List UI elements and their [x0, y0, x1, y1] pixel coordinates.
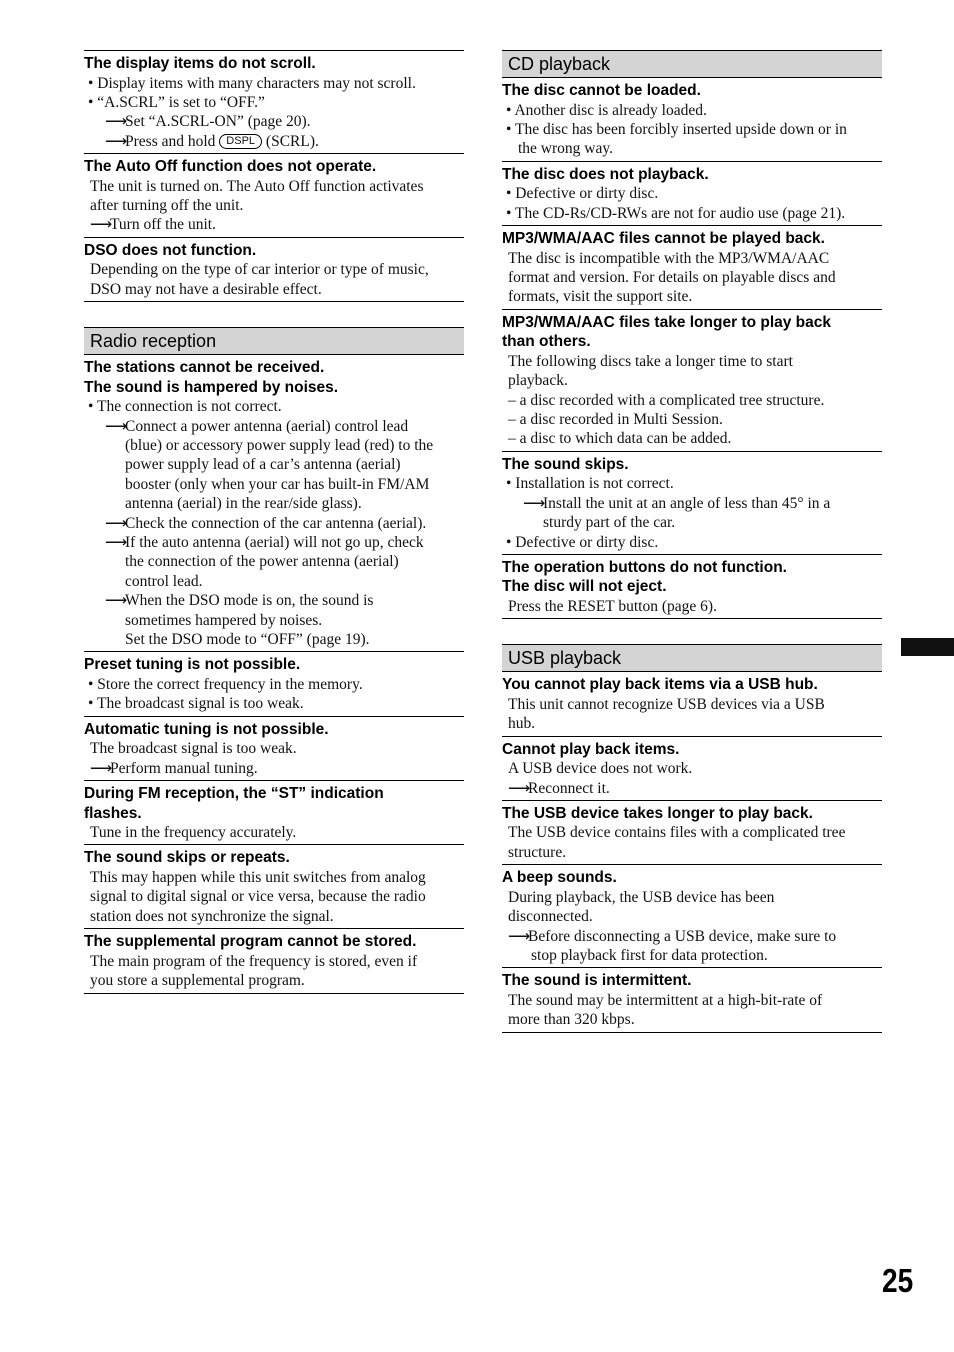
text-line: after turning off the unit.	[90, 197, 244, 215]
arrow-icon: ⟶	[105, 113, 128, 131]
section-heading-radio: Radio reception	[84, 327, 464, 355]
arrow-icon: ⟶	[523, 494, 546, 512]
entry-disc-not-playback	[502, 162, 882, 226]
right-column	[502, 50, 882, 1033]
entry-beep-sounds	[502, 865, 882, 968]
entry-auto-off	[84, 154, 464, 238]
arrow-line: ⟶If the auto antenna (aerial) will not go up, check	[105, 534, 424, 551]
bullet-line: • Installation is not correct.	[506, 475, 674, 493]
bullet-line: • The connection is not correct.	[88, 398, 282, 416]
text-line: sturdy part of the car.	[543, 514, 676, 532]
arrow-icon: ⟶	[90, 759, 113, 777]
text-line: the wrong way.	[518, 140, 613, 158]
entry-title: The display items do not scroll.	[84, 55, 316, 72]
text-line: the connection of the power antenna (aerial)	[125, 553, 399, 571]
entry-title: Cannot play back items.	[502, 740, 680, 758]
text-line: hub.	[508, 715, 536, 733]
text-line: signal to digital signal or vice versa, because the radio	[90, 888, 426, 906]
entry-title: Automatic tuning is not possible.	[84, 720, 329, 738]
arrow-icon: ⟶	[508, 779, 531, 797]
text-line: stop playback first for data protection.	[531, 946, 768, 964]
text-line: During playback, the USB device has been	[508, 888, 775, 906]
text-line: The broadcast signal is too weak.	[90, 740, 297, 758]
entry-title: than others.	[502, 333, 591, 351]
dash-line: – a disc recorded with a complicated tree structure.	[508, 391, 825, 409]
arrow-icon: ⟶	[105, 132, 128, 150]
entry-disc-not-loaded	[502, 78, 882, 162]
text-line: This may happen while this unit switches from analog	[90, 868, 426, 886]
text-line: you store a supplemental program.	[90, 972, 305, 990]
text-line: (blue) or accessory power supply lead (red) to the	[125, 436, 434, 454]
bullet-line: • The broadcast signal is too weak.	[88, 695, 304, 713]
entry-title: The supplemental program cannot be stored.	[84, 933, 417, 951]
text-line: This unit cannot recognize USB devices via a USB	[508, 695, 825, 713]
dspl-button-symbol: DSPL	[219, 134, 262, 149]
entry-preset-tuning	[84, 652, 464, 716]
entry-title: DSO does not function.	[84, 241, 257, 259]
entry-files-cannot-play	[502, 226, 882, 310]
text-line: control lead.	[125, 572, 203, 590]
entry-title: The stations cannot be received.	[84, 359, 325, 377]
entry-title: During FM reception, the “ST” indication	[84, 785, 384, 803]
text-line: playback.	[508, 372, 568, 390]
entry-title: The sound is hampered by noises.	[84, 378, 339, 396]
entry-usb-hub	[502, 672, 882, 736]
entry-title: Preset tuning is not possible.	[84, 656, 301, 674]
arrow-icon: ⟶	[105, 514, 128, 532]
arrow-line: ⟶Before disconnecting a USB device, make sure to	[508, 927, 837, 945]
entry-title: You cannot play back items via a USB hub.	[502, 676, 818, 694]
bullet-line: • Defective or dirty disc.	[506, 533, 659, 551]
entry-display-scroll	[84, 51, 464, 154]
entry-title: flashes.	[84, 804, 142, 822]
arrow-line: ⟶Press and hold DSPL (SCRL).	[105, 132, 319, 150]
entry-title: The sound skips.	[502, 455, 629, 473]
text-line: A USB device does not work.	[508, 760, 693, 778]
arrow-line: ⟶When the DSO mode is on, the sound is	[105, 592, 374, 610]
arrow-icon: ⟶	[508, 927, 531, 945]
entry-title: The Auto Off function does not operate.	[84, 158, 377, 176]
arrow-line: ⟶Install the unit at an angle of less than 45° in a	[523, 494, 831, 512]
text-line: The following discs take a longer time to start	[508, 352, 793, 370]
entry-st-indication	[84, 781, 464, 845]
entry-automatic-tuning	[84, 717, 464, 781]
arrow-line: ⟶Check the connection of the car antenna (aerial).	[105, 514, 427, 532]
entry-title: The USB device takes longer to play back.	[502, 804, 813, 822]
section-heading-usb: USB playback	[502, 644, 882, 672]
entry-sound-skips	[502, 452, 882, 555]
bullet-line: • The disc has been forcibly inserted upside down or in	[506, 120, 847, 138]
text-line: booster (only when your car has built-in FM/AM	[125, 475, 430, 493]
text-line: Depending on the type of car interior or type of music,	[90, 261, 429, 279]
text-line: The sound may be intermittent at a high-bit-rate of	[508, 991, 823, 1009]
text-line: formats, visit the support site.	[508, 288, 693, 306]
text-line: more than 320 kbps.	[508, 1011, 635, 1029]
arrow-line: ⟶Set “A.SCRL-ON” (page 20).	[105, 113, 311, 131]
arrow-line: ⟶Connect a power antenna (aerial) control lead	[105, 417, 409, 435]
entry-stations-not-received	[84, 355, 464, 652]
entry-title: The sound is intermittent.	[502, 972, 692, 990]
entry-title: A beep sounds.	[502, 869, 617, 887]
entry-sound-skips-repeats	[84, 845, 464, 929]
entry-cannot-play-items	[502, 737, 882, 801]
text-line: station does not synchronize the signal.	[90, 907, 334, 925]
bullet-line: • Store the correct frequency in the memory.	[88, 675, 363, 693]
text-line: Tune in the frequency accurately.	[90, 824, 297, 842]
text-line: The USB device contains files with a complicated tree	[508, 824, 846, 842]
side-index-tab	[901, 638, 954, 656]
entry-files-take-longer	[502, 310, 882, 452]
text-line: The unit is turned on. The Auto Off function activates	[90, 177, 424, 195]
entry-sound-intermittent	[502, 968, 882, 1032]
text-line: DSO may not have a desirable effect.	[90, 280, 322, 298]
entry-title: MP3/WMA/AAC files take longer to play back	[502, 313, 832, 331]
arrow-line: ⟶Turn off the unit.	[90, 216, 216, 234]
bullet-line: • Defective or dirty disc.	[506, 185, 659, 203]
bullet-line: • “A.SCRL” is set to “OFF.”	[88, 93, 265, 111]
arrow-line: ⟶Perform manual tuning.	[90, 759, 258, 777]
arrow-icon: ⟶	[90, 216, 113, 234]
entry-title: The disc does not playback.	[502, 165, 709, 183]
section-heading-cd: CD playback	[502, 50, 882, 78]
text-line: disconnected.	[508, 908, 593, 926]
text-line: The disc is incompatible with the MP3/WMA/AAC	[508, 249, 830, 267]
left-column	[84, 50, 464, 994]
text-line: antenna (aerial) in the rear/side glass).	[125, 495, 362, 513]
text-line: format and version. For details on playable discs and	[508, 268, 836, 286]
arrow-icon: ⟶	[105, 417, 128, 435]
entry-title: The disc cannot be loaded.	[502, 82, 701, 99]
page-number: 25	[882, 1262, 914, 1299]
text-line: sometimes hampered by noises.	[125, 611, 323, 629]
dash-line: – a disc recorded in Multi Session.	[508, 410, 723, 428]
text-line: Set the DSO mode to “OFF” (page 19).	[125, 631, 370, 649]
entry-supplemental-program	[84, 929, 464, 993]
bullet-line: • Another disc is already loaded.	[506, 101, 707, 119]
entry-title: The disc will not eject.	[502, 578, 667, 596]
text-line: Press the RESET button (page 6).	[508, 597, 717, 615]
entry-title: The operation buttons do not function.	[502, 558, 787, 576]
text-line: structure.	[508, 843, 567, 861]
arrow-icon: ⟶	[105, 534, 128, 551]
text-line: power supply lead of a car’s antenna (aerial)	[125, 456, 401, 474]
entry-title: MP3/WMA/AAC files cannot be played back.	[502, 230, 825, 248]
entry-operation-buttons	[502, 555, 882, 619]
dash-line: – a disc to which data can be added.	[508, 430, 732, 448]
entry-title: The sound skips or repeats.	[84, 849, 290, 867]
arrow-icon: ⟶	[105, 592, 128, 610]
bullet-line: • The CD-Rs/CD-RWs are not for audio use (page 21).	[506, 204, 846, 222]
arrow-line: ⟶Reconnect it.	[508, 779, 610, 797]
entry-dso	[84, 238, 464, 302]
entry-usb-takes-longer	[502, 801, 882, 865]
bullet-line: • Display items with many characters may not scroll.	[88, 74, 416, 92]
text-line: The main program of the frequency is stored, even if	[90, 952, 418, 970]
